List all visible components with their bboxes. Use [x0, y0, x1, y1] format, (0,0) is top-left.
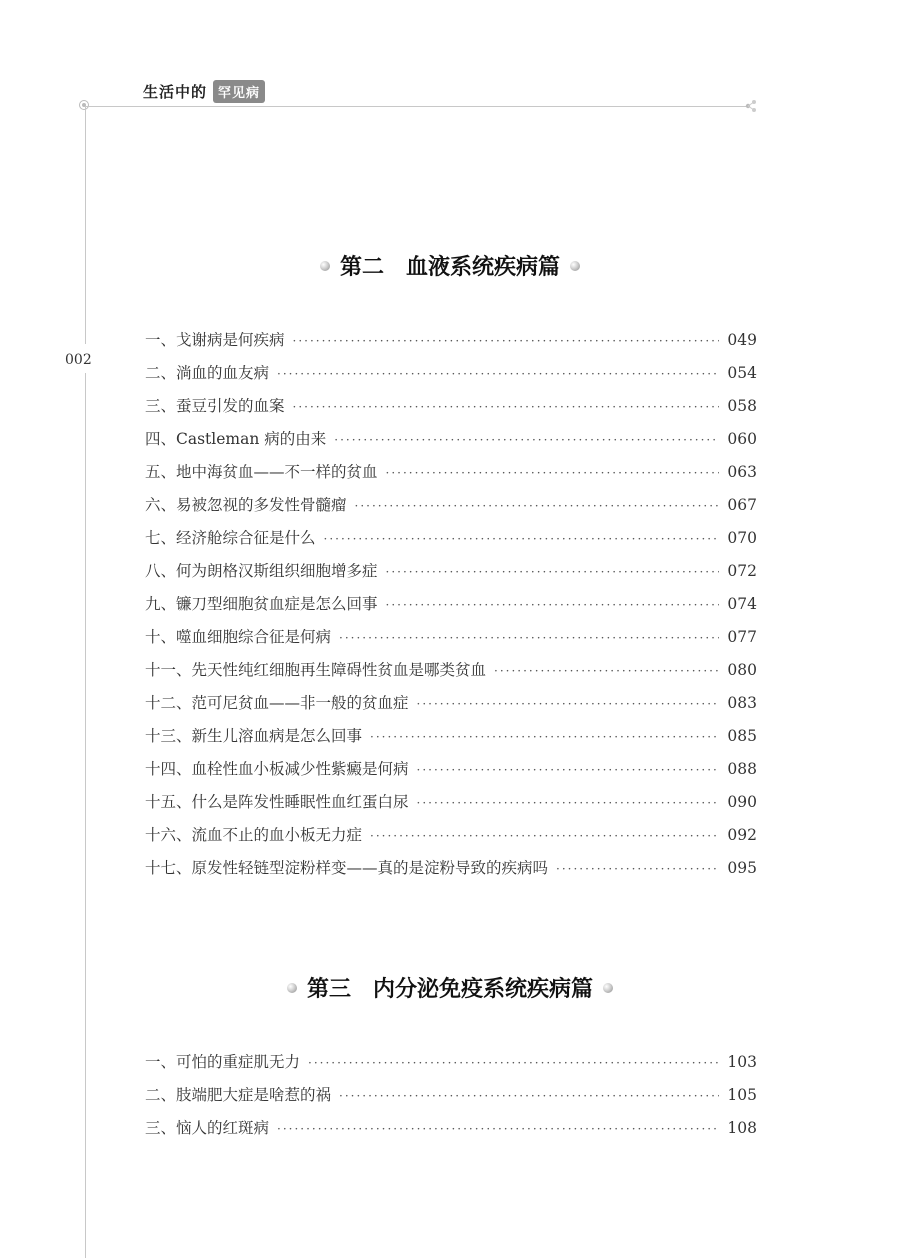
toc-entry[interactable]: [145, 658, 757, 691]
entry-title: 三、恼人的红斑病: [145, 1119, 270, 1137]
entry-page: 060: [727, 430, 757, 448]
toc-entry[interactable]: [145, 526, 757, 559]
corner-ornament: [79, 100, 89, 110]
bullet-icon: [570, 261, 580, 271]
toc-entry[interactable]: [145, 361, 757, 394]
entry-title: 一、戈谢病是何疾病: [145, 331, 285, 349]
entry-title: 八、何为朗格汉斯组织细胞增多症: [145, 562, 378, 580]
toc-entry[interactable]: [145, 328, 757, 361]
leader-dots: [355, 499, 719, 513]
section-name: 内分泌免疫系统疾病篇: [373, 977, 594, 1002]
entry-title: 十三、新生儿溶血病是怎么回事: [145, 727, 363, 745]
leader-dots: [370, 730, 719, 744]
bullet-icon: [320, 261, 330, 271]
toc-entry[interactable]: [145, 559, 757, 592]
entry-page: 058: [727, 397, 757, 415]
entry-page: 063: [727, 463, 757, 481]
running-header: [143, 80, 265, 103]
leader-dots: [386, 565, 719, 579]
leader-dots: [277, 367, 719, 381]
margin-rule-top: [85, 106, 86, 344]
leader-dots: [339, 1089, 719, 1103]
toc-entry[interactable]: [145, 394, 757, 427]
section-name: 血液系统疾病篇: [406, 255, 561, 280]
book-title: 生活中的: [143, 83, 208, 101]
toc-entry[interactable]: [145, 757, 757, 790]
entry-page: 095: [727, 859, 757, 877]
toc-entry[interactable]: [145, 1050, 757, 1083]
entry-page: 067: [727, 496, 757, 514]
leader-dots: [334, 433, 719, 447]
entry-page: 085: [727, 727, 757, 745]
toc-entry[interactable]: [145, 625, 757, 658]
entry-title: 七、经济舱综合征是什么: [145, 529, 316, 547]
leader-dots: [277, 1122, 719, 1136]
entry-title: 九、镰刀型细胞贫血症是怎么回事: [145, 595, 378, 613]
toc-entry[interactable]: [145, 724, 757, 757]
entry-page: 090: [727, 793, 757, 811]
entry-title: 十一、先天性纯红细胞再生障碍性贫血是哪类贫血: [145, 661, 487, 679]
entry-title: 三、蚕豆引发的血案: [145, 397, 285, 415]
toc-entry[interactable]: [145, 460, 757, 493]
entry-page: 070: [727, 529, 757, 547]
bullet-icon: [603, 983, 613, 993]
leader-dots: [370, 829, 719, 843]
entry-title: 二、淌血的血友病: [145, 364, 270, 382]
toc-list: [145, 1050, 757, 1149]
entry-title: 十四、血栓性血小板减少性紫癜是何病: [145, 760, 409, 778]
leader-dots: [293, 400, 719, 414]
entry-page: 080: [727, 661, 757, 679]
toc-entry[interactable]: [145, 790, 757, 823]
entry-page: 072: [727, 562, 757, 580]
leader-dots: [293, 334, 719, 348]
toc-entry[interactable]: [145, 691, 757, 724]
leader-dots: [417, 763, 719, 777]
entry-page: 088: [727, 760, 757, 778]
rule-end-ornament: [744, 99, 758, 113]
entry-page: 105: [727, 1086, 757, 1104]
margin-rule-bottom: [85, 373, 86, 1258]
leader-dots: [417, 796, 719, 810]
toc-list: [145, 328, 757, 889]
leader-dots: [417, 697, 719, 711]
entry-page: 103: [727, 1053, 757, 1071]
entry-page: 074: [727, 595, 757, 613]
entry-page: 092: [727, 826, 757, 844]
toc-entry[interactable]: [145, 493, 757, 526]
entry-title: 十五、什么是阵发性睡眠性血红蛋白尿: [145, 793, 409, 811]
entry-title: 四、Castleman 病的由来: [145, 430, 327, 448]
section-heading: [0, 972, 900, 1003]
leader-dots: [556, 862, 719, 876]
page-number: 002: [65, 352, 92, 368]
entry-title: 十六、流血不止的血小板无力症: [145, 826, 363, 844]
leader-dots: [386, 466, 719, 480]
toc-entry[interactable]: [145, 1116, 757, 1149]
section-heading: [0, 250, 900, 281]
entry-page: 083: [727, 694, 757, 712]
leader-dots: [339, 631, 719, 645]
entry-page: 077: [727, 628, 757, 646]
toc-entry[interactable]: [145, 1083, 757, 1116]
entry-title: 二、肢端肥大症是啥惹的祸: [145, 1086, 332, 1104]
toc-entry[interactable]: [145, 823, 757, 856]
entry-page: 054: [727, 364, 757, 382]
entry-title: 一、可怕的重症肌无力: [145, 1053, 301, 1071]
leader-dots: [494, 664, 719, 678]
section-number: 第三: [306, 977, 351, 1002]
book-title-badge: 罕见病: [213, 80, 265, 103]
leader-dots: [324, 532, 719, 546]
toc-entry[interactable]: [145, 856, 757, 889]
entry-title: 十、噬血细胞综合征是何病: [145, 628, 332, 646]
entry-page: 108: [727, 1119, 757, 1137]
entry-title: 十七、原发性轻链型淀粉样变——真的是淀粉导致的疾病吗: [145, 859, 549, 877]
toc-entry[interactable]: [145, 427, 757, 460]
entry-title: 十二、范可尼贫血——非一般的贫血症: [145, 694, 409, 712]
leader-dots: [386, 598, 719, 612]
section-number: 第二: [339, 255, 384, 280]
toc-entry[interactable]: [145, 592, 757, 625]
entry-title: 五、地中海贫血——不一样的贫血: [145, 463, 378, 481]
bullet-icon: [287, 983, 297, 993]
entry-title: 六、易被忽视的多发性骨髓瘤: [145, 496, 347, 514]
leader-dots: [308, 1056, 719, 1070]
entry-page: 049: [727, 331, 757, 349]
header-rule: [85, 106, 749, 107]
